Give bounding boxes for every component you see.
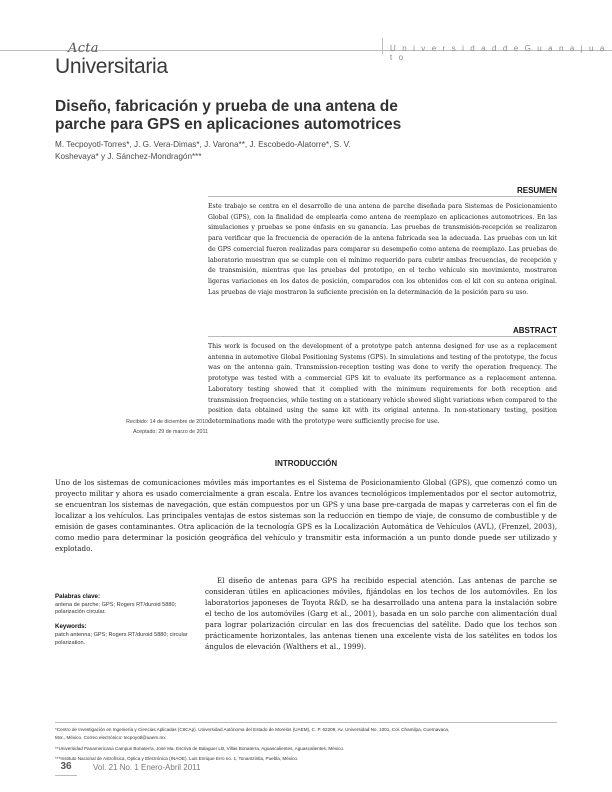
intro-paragraph-1: Uno de los sistemas de comunicaciones móviles más importantes es el Sistema de Posicionamiento Global (GPS), que comenzó como un proyecto militar y ahora es usado comercialmente a gran escala. Entre los avances tecnológicos implementados por el sector automotriz, se encuentran los sistemas de navegación, que están compuestos por un GPS y una base pre-cargada de mapas y carreteras con el fin de localizar a los vehículos. Las principales ventajas de estos sistemas son la reducción en tiempo de viaje, de consumo de combustible y de emisión de gases contaminantes. Otra aplicación de la tecnología GPS es la Localización Automática de Vehículos (AVL), (Frenzel, 2003), como medio para determinar la posición geográfica del vehículo y transmitir esta información a un punto donde puede ser utilizado y explotado. bbox=[55, 478, 557, 553]
page-number: 36 bbox=[60, 761, 72, 772]
journal-info: Vol. 21 No. 1 Enero-Abril 2011 bbox=[93, 763, 201, 772]
keywords-en bbox=[55, 623, 195, 647]
keywords-en-text: patch antenna; GPS; Rogers RT/duroid 5880; circular polarization. bbox=[55, 631, 188, 646]
resumen-heading: RESUMEN bbox=[516, 186, 557, 195]
article-title: Diseño, fabricación y prueba de una antena de parche para GPS en aplicaciones automotrices bbox=[55, 98, 402, 133]
footnote-1-cont: Mor., México. Correo electrónico: tecpoyotl@uaem.mx bbox=[55, 734, 166, 740]
footnote-1: *Centro de Investigación en Ingeniería y Ciencias Aplicadas (CIICAp). Universidad Autónoma del Estado de Morelos (UAEM), C. P. 62209, Av. Universidad No. 1001, Col. Chamilpa, Cuernavaca, bbox=[55, 727, 450, 732]
keywords-es bbox=[55, 593, 195, 617]
footnotes bbox=[55, 725, 557, 765]
intro-heading: INTRODUCCIÓN bbox=[274, 459, 338, 468]
accepted-date: Aceptado: 29 de marzo de 2011 bbox=[133, 428, 208, 435]
article-authors: M. Tecpoyotl-Torres*, J. G. Vera-Dimas*, J. Varona**, J. Escobedo-Alatorre*, S. V. Koshevaya* y J. Sánchez-Mondragón*** bbox=[55, 140, 351, 161]
keywords-en-label: Keywords: bbox=[55, 623, 87, 631]
header-divider bbox=[382, 38, 383, 54]
university-name: U n i v e r s i d a d d e G u a n a j u a t o bbox=[390, 44, 607, 62]
keywords-es-label: Palabras clave: bbox=[55, 593, 101, 600]
resumen-text: Este trabajo se centra en el desarrollo de una antena de parche diseñada para Sistemas de Posicionamiento Global (GPS), con la finalidad de emplearla como antena de reemplazo en aplicaciones automotrices. En las simulaciones y pruebas se pone énfasis en su ganancia. Las pruebas de transmisión-recepción se realizaron para verificar que la frecuencia de operación de la antena fabricada sea la adecuada. Las pruebas con un kit de GPS comercial fueron realizadas para comparar su desempeño como antena de reemplazo. Las pruebas de laboratorio muestran que se cumple con el mínimo requerido para cubrir ambas frecuencias, de recepción y de transmisión, mientras que las pruebas del prototipo, en el techo vehículo sin movimiento, mostraron ligeras variaciones en los datos de posición, comparados con los obtenidos con el kit con su antena original. Las pruebas de viaje mostraron la suficiente precisión en la determinación de la posición para su uso. bbox=[208, 203, 557, 296]
keywords-box bbox=[55, 593, 195, 653]
dates-block bbox=[55, 418, 208, 437]
logo-acta-text: Acta bbox=[68, 41, 99, 56]
logo-universitaria-text: Universitaria bbox=[55, 55, 168, 78]
intro-paragraph-2: El diseño de antenas para GPS ha recibido especial atención. Las antenas de parche se consideran útiles en aplicaciones móviles, fijándolas en los techos de los automóviles. En los laboratorios japoneses de Toyota R&D, se ha desarrollado una antena para la instalación sobre el techo de los automóviles (Garg et al., 2001), basada en un solo parche con alimentación dual para lograr polarización circular en las dos frecuencias del satélite. Dado que los techos son prácticamente horizontales, las antenas tienen una excelente vista de los satélites en todos los ángulos de elevación (Walthers et al., 1999). bbox=[205, 576, 557, 651]
abstract-rule bbox=[208, 336, 557, 337]
footnote-2: **Universidad Panamericana Campus Bonaterra. José Ma. Escrivá de Balaguer LB, Villas Bonaterra, Aguascalientes, Aguascalientes, México. bbox=[55, 745, 345, 751]
footnote-3: ***Instituto Nacional de Astrofísica, Óptica y Electrónica (INAOE). Luis Enrique Erro no. 1, Tonantzintla, Puebla, México. bbox=[55, 756, 299, 761]
resumen-rule bbox=[208, 196, 557, 197]
received-date: Recibido: 14 de diciembre de 2010 bbox=[126, 419, 208, 425]
abstract-text: This work is focused on the development of a prototype patch antenna designed for use as a replacement antenna in automotive Global Positioning Systems (GPS). In simulations and testing of the prototype, the focus was on the antenna gain. Transmission-reception testing was done to verify the operation frequency. The prototype was tested with a commercial GPS kit to evaluate its performance as a replacement antenna. Laboratory testing showed that it complied with the minimum requirements for both reception and transmission frequencies, while testing on a stationary vehicle showed slight variations when compared to the position data obtained using the same kit with its original antenna. In non-stationary testing, position determinations made with the prototype were sufficiently precise for use. bbox=[208, 343, 557, 425]
footnote-rule bbox=[55, 722, 557, 723]
abstract-heading: ABSTRACT bbox=[513, 326, 557, 335]
keywords-es-text: antena de parche; GPS; Rogers RT/duroid 5880; polarización circular. bbox=[55, 601, 177, 616]
